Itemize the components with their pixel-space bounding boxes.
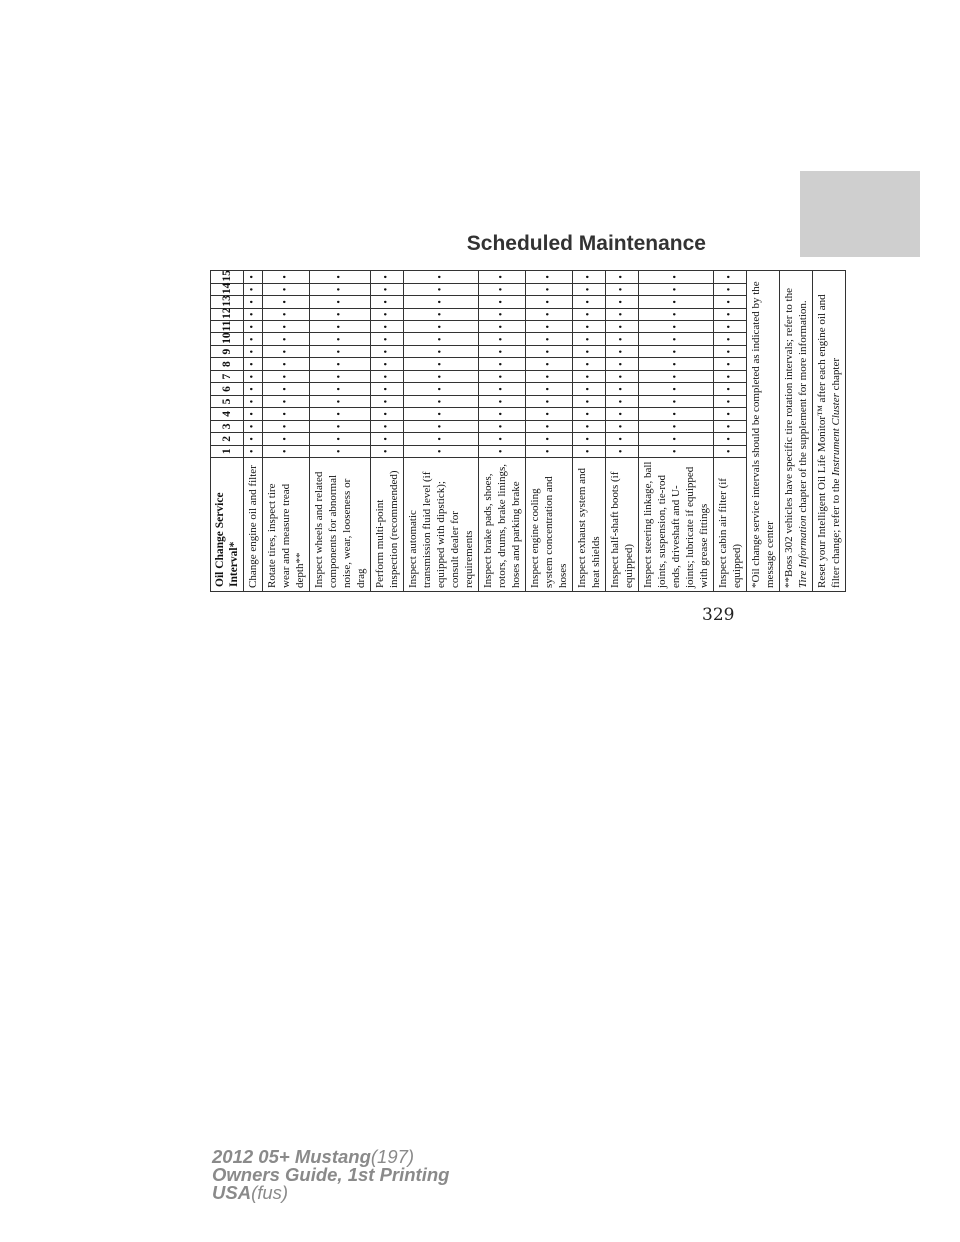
service-dot: • (244, 395, 263, 407)
service-dot: • (479, 308, 526, 320)
table-row (263, 271, 310, 592)
service-dot: • (479, 321, 526, 333)
service-dot: • (714, 420, 747, 432)
service-item-label: Inspect brake pads, shoes, rotors, drums, brake linings, hoses and parking brake (479, 458, 526, 592)
maintenance-schedule-table (210, 270, 846, 592)
service-dot: • (606, 420, 639, 432)
service-dot: • (714, 395, 747, 407)
page-number: 329 (702, 605, 735, 625)
service-dot: • (606, 395, 639, 407)
service-dot: • (714, 271, 747, 284)
service-dot: • (404, 408, 479, 420)
interval-header: 13 (211, 296, 244, 308)
service-dot: • (263, 308, 310, 320)
interval-header: 8 (211, 358, 244, 370)
service-dot: • (244, 420, 263, 432)
table-note-row (747, 271, 780, 592)
table-row (244, 271, 263, 592)
note-text: chapter (830, 357, 842, 394)
service-dot: • (244, 296, 263, 308)
interval-header: 12 (211, 308, 244, 320)
service-dot: • (639, 383, 714, 395)
service-dot: • (371, 333, 404, 345)
interval-header: 4 (211, 408, 244, 420)
service-dot: • (526, 383, 573, 395)
service-dot: • (573, 433, 606, 445)
maintenance-table-wrapper (210, 270, 842, 592)
service-dot: • (606, 308, 639, 320)
service-dot: • (573, 420, 606, 432)
interval-header: 11 (211, 321, 244, 333)
service-dot: • (606, 271, 639, 284)
service-dot: • (479, 420, 526, 432)
service-dot: • (310, 420, 371, 432)
service-dot: • (479, 333, 526, 345)
service-dot: • (606, 383, 639, 395)
service-dot: • (310, 370, 371, 382)
service-dot: • (371, 321, 404, 333)
service-dot: • (371, 433, 404, 445)
service-dot: • (714, 445, 747, 457)
service-dot: • (371, 283, 404, 295)
service-dot: • (310, 408, 371, 420)
table-row (714, 271, 747, 592)
service-dot: • (404, 433, 479, 445)
service-dot: • (573, 358, 606, 370)
service-dot: • (639, 395, 714, 407)
note-chapter-reference: Tire Information (797, 515, 809, 588)
interval-header: 9 (211, 345, 244, 357)
footer-market-code: (fus) (251, 1182, 289, 1203)
service-dot: • (573, 296, 606, 308)
service-dot: • (639, 321, 714, 333)
service-dot: • (244, 445, 263, 457)
service-dot: • (573, 333, 606, 345)
service-dot: • (244, 408, 263, 420)
service-dot: • (310, 321, 371, 333)
note-text: *Oil change service intervals should be completed as indicated by the message center (750, 281, 776, 588)
service-dot: • (244, 271, 263, 284)
service-dot: • (310, 283, 371, 295)
footer-model-code: (197) (370, 1146, 415, 1167)
service-dot: • (310, 395, 371, 407)
service-dot: • (526, 308, 573, 320)
service-dot: • (573, 370, 606, 382)
service-dot: • (639, 271, 714, 284)
service-item-label: Change engine oil and filter (244, 458, 263, 592)
service-dot: • (479, 271, 526, 284)
service-dot: • (244, 321, 263, 333)
service-dot: • (371, 420, 404, 432)
service-dot: • (714, 296, 747, 308)
service-dot: • (371, 445, 404, 457)
interval-header: 7 (211, 370, 244, 382)
service-item-label: Inspect wheels and related components for abnormal noise, wear, looseness or drag (310, 458, 371, 592)
service-dot: • (526, 445, 573, 457)
service-dot: • (263, 333, 310, 345)
table-row (606, 271, 639, 592)
interval-header: 2 (211, 433, 244, 445)
service-dot: • (404, 296, 479, 308)
service-dot: • (404, 358, 479, 370)
service-dot: • (310, 333, 371, 345)
interval-header: 5 (211, 395, 244, 407)
service-dot: • (639, 333, 714, 345)
service-dot: • (263, 321, 310, 333)
service-item-label: Inspect steering linkage, ball joints, suspension, tie-rod ends, driveshaft and U-joints; lubricate if equipped with grease fittings (639, 458, 714, 592)
service-dot: • (310, 445, 371, 457)
service-dot: • (479, 358, 526, 370)
service-dot: • (573, 445, 606, 457)
service-dot: • (404, 420, 479, 432)
service-item-label: Inspect half-shaft boots (if equipped) (606, 458, 639, 592)
service-dot: • (404, 370, 479, 382)
service-dot: • (479, 370, 526, 382)
footer-guide: Owners Guide, 1st Printing (212, 1164, 450, 1185)
service-dot: • (404, 445, 479, 457)
service-dot: • (639, 420, 714, 432)
table-row (526, 271, 573, 592)
table-header-row (211, 271, 244, 592)
service-dot: • (479, 383, 526, 395)
note-text: chapter of the supplement for more information. (797, 300, 809, 516)
service-dot: • (263, 358, 310, 370)
service-dot: • (714, 408, 747, 420)
service-dot: • (526, 408, 573, 420)
service-dot: • (244, 358, 263, 370)
service-dot: • (639, 345, 714, 357)
service-dot: • (639, 433, 714, 445)
service-dot: • (714, 308, 747, 320)
service-dot: • (479, 445, 526, 457)
service-dot: • (606, 408, 639, 420)
service-dot: • (526, 433, 573, 445)
service-dot: • (244, 370, 263, 382)
service-dot: • (639, 370, 714, 382)
service-dot: • (244, 308, 263, 320)
table-row (479, 271, 526, 592)
service-dot: • (244, 345, 263, 357)
service-dot: • (606, 333, 639, 345)
header-title: Oil Change Service Interval* (211, 458, 244, 592)
service-dot: • (639, 283, 714, 295)
service-dot: • (371, 408, 404, 420)
service-dot: • (606, 445, 639, 457)
table-note (747, 271, 780, 592)
table-row (310, 271, 371, 592)
table-row (404, 271, 479, 592)
service-dot: • (714, 433, 747, 445)
service-dot: • (606, 433, 639, 445)
service-item-label: Inspect engine cooling system concentration and hoses (526, 458, 573, 592)
service-dot: • (310, 358, 371, 370)
service-dot: • (404, 395, 479, 407)
footer-model: 2012 05+ Mustang (212, 1146, 371, 1167)
service-dot: • (263, 445, 310, 457)
service-item-label: Perform multi-point inspection (recommended) (371, 458, 404, 592)
footer-market: USA (212, 1182, 252, 1203)
service-dot: • (371, 308, 404, 320)
interval-header: 1 (211, 445, 244, 457)
service-dot: • (263, 433, 310, 445)
service-dot: • (526, 420, 573, 432)
service-dot: • (371, 358, 404, 370)
service-dot: • (263, 271, 310, 284)
service-dot: • (714, 358, 747, 370)
service-dot: • (371, 370, 404, 382)
service-dot: • (404, 345, 479, 357)
service-dot: • (639, 408, 714, 420)
section-tab (800, 171, 920, 257)
interval-header: 10 (211, 333, 244, 345)
service-dot: • (714, 345, 747, 357)
service-dot: • (479, 296, 526, 308)
service-dot: • (526, 321, 573, 333)
interval-header: 6 (211, 383, 244, 395)
service-dot: • (573, 283, 606, 295)
service-dot: • (526, 345, 573, 357)
service-dot: • (526, 370, 573, 382)
service-dot: • (479, 283, 526, 295)
service-dot: • (371, 296, 404, 308)
service-dot: • (526, 271, 573, 284)
service-dot: • (404, 271, 479, 284)
service-dot: • (263, 370, 310, 382)
service-dot: • (573, 395, 606, 407)
service-dot: • (606, 296, 639, 308)
service-dot: • (606, 370, 639, 382)
service-dot: • (310, 308, 371, 320)
service-dot: • (573, 408, 606, 420)
service-dot: • (404, 333, 479, 345)
service-item-label: Inspect cabin air filter (if equipped) (714, 458, 747, 592)
table-row (573, 271, 606, 592)
service-dot: • (310, 383, 371, 395)
service-dot: • (573, 345, 606, 357)
service-dot: • (714, 283, 747, 295)
service-dot: • (263, 420, 310, 432)
interval-header: 3 (211, 420, 244, 432)
note-chapter-reference: Instrument Cluster (830, 393, 842, 476)
table-note (813, 271, 846, 592)
service-dot: • (639, 445, 714, 457)
service-dot: • (573, 271, 606, 284)
note-text: Reset your Intelligent Oil Life Monitor™ after each engine oil and filter change; refer to the (816, 294, 842, 588)
service-dot: • (606, 345, 639, 357)
interval-header: 15 (211, 271, 244, 284)
service-dot: • (479, 395, 526, 407)
service-dot: • (526, 283, 573, 295)
service-dot: • (404, 283, 479, 295)
service-dot: • (244, 433, 263, 445)
service-item-label: Inspect automatic transmission fluid level (if equipped with dipstick); consult dealer for requirements (404, 458, 479, 592)
service-dot: • (371, 345, 404, 357)
service-dot: • (526, 358, 573, 370)
service-dot: • (310, 296, 371, 308)
table-note-row (780, 271, 813, 592)
service-dot: • (526, 333, 573, 345)
service-dot: • (404, 383, 479, 395)
service-dot: • (606, 321, 639, 333)
service-dot: • (371, 383, 404, 395)
service-dot: • (573, 321, 606, 333)
service-dot: • (371, 271, 404, 284)
service-dot: • (526, 395, 573, 407)
service-dot: • (714, 383, 747, 395)
service-dot: • (479, 345, 526, 357)
service-dot: • (244, 283, 263, 295)
service-dot: • (526, 296, 573, 308)
service-dot: • (714, 370, 747, 382)
service-dot: • (263, 283, 310, 295)
service-dot: • (244, 383, 263, 395)
footer (212, 1148, 449, 1202)
section-title: Scheduled Maintenance (466, 232, 706, 255)
service-dot: • (714, 321, 747, 333)
interval-header: 14 (211, 283, 244, 295)
service-dot: • (639, 358, 714, 370)
service-dot: • (479, 408, 526, 420)
service-dot: • (573, 308, 606, 320)
service-item-label: Rotate tires, inspect tire wear and measure tread depth** (263, 458, 310, 592)
table-row (639, 271, 714, 592)
service-dot: • (404, 308, 479, 320)
service-dot: • (606, 358, 639, 370)
table-row (371, 271, 404, 592)
service-dot: • (479, 433, 526, 445)
service-dot: • (244, 333, 263, 345)
service-dot: • (263, 395, 310, 407)
note-text: **Boss 302 vehicles have specific tire rotation intervals; refer to the (783, 288, 795, 588)
service-dot: • (263, 408, 310, 420)
service-dot: • (639, 296, 714, 308)
service-dot: • (263, 296, 310, 308)
service-item-label: Inspect exhaust system and heat shields (573, 458, 606, 592)
service-dot: • (310, 271, 371, 284)
service-dot: • (310, 345, 371, 357)
table-note (780, 271, 813, 592)
service-dot: • (404, 321, 479, 333)
service-dot: • (606, 283, 639, 295)
service-dot: • (714, 333, 747, 345)
service-dot: • (573, 383, 606, 395)
service-dot: • (639, 308, 714, 320)
service-dot: • (371, 395, 404, 407)
service-dot: • (263, 345, 310, 357)
service-dot: • (310, 433, 371, 445)
table-note-row (813, 271, 846, 592)
service-dot: • (263, 383, 310, 395)
